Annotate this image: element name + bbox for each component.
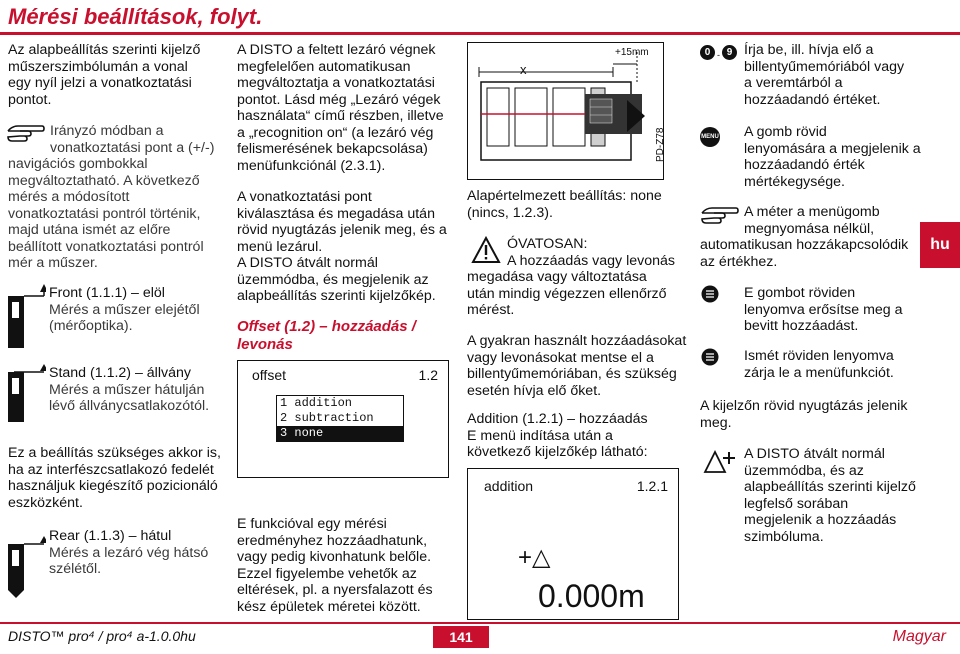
enter-key-icon[interactable] <box>701 348 719 366</box>
col4-p5: A kijelzőn rövid nyugtázás jelenik meg. <box>700 398 908 431</box>
lcd-code: 1.2.1 <box>636 478 668 494</box>
lcd-label: addition <box>484 478 534 494</box>
col4-p1: Írja be, ill. hívja elő a billentyűmemóriából vagy a veremtárból a hozzáadandó értéket. <box>744 42 905 108</box>
device-stand-icon <box>6 362 46 424</box>
offset-heading: Offset (1.2) – hozzáadás / levonás <box>237 318 416 353</box>
addition-symbol-icon <box>702 446 738 476</box>
col4-p4: Ismét röviden lenyomva zárja le a menüfunkciót. <box>744 348 894 381</box>
lcd-code: 1.2 <box>418 367 438 383</box>
menu-item-subtraction[interactable]: 2 subtraction <box>280 411 374 425</box>
page-number: 141 <box>433 626 489 648</box>
figure-offset-label: +15mm <box>615 47 649 58</box>
header-rule <box>0 32 960 35</box>
figure-x-label: x <box>520 62 527 77</box>
dash-icon: - <box>717 50 720 60</box>
device-front-icon <box>6 282 46 352</box>
col4-note: A méter a menügomb megnyomása nélkül, automatikusan hozzákapcsolódik az értékhez. <box>700 204 909 270</box>
digit-key-9[interactable]: 9 <box>722 45 737 60</box>
lcd-label: offset <box>252 367 286 383</box>
col3-default: Alapértelmezett beállítás: none (nincs, 1.2.3). <box>467 188 662 221</box>
addition-symbol: +△ <box>518 544 551 571</box>
rear-section: Rear (1.1.3) – hátul Mérés a lezáró vég hátsó szélétől. <box>49 528 209 577</box>
col4-p3: E gombot röviden lenyomva erősítse meg a bevitt hozzáadást. <box>744 285 903 334</box>
footer-product: DISTO™ pro⁴ / pro⁴ a-1.0.0hu <box>8 628 196 644</box>
col2-p2: A vonatkoztatási pont kiválasztása és megadása után rövid nyugtázás jelenik meg, és a menü lezárul. A DISTO átvált normál üzemmódba, és megjelenik az alapbeállítás szerinti kijelzőkép. <box>237 189 447 304</box>
digit-key-0[interactable]: 0 <box>700 45 715 60</box>
addition-lcd-display <box>467 468 679 620</box>
col4-p6: A DISTO átvált normál üzemmódba, és az alapbeállítás szerinti kijelző legfelső sorában megjelenik a hozzáadás szimbóluma. <box>744 446 916 545</box>
addition-section: Addition (1.2.1) – hozzáadás E menü indítása után a következő kijelzőkép látható: <box>467 411 648 460</box>
col3-p2: A gyakran használt hozzáadásokat vagy levonásokat mentse el a billentyűmemóriában, és szükség esetén hívja elő őket. <box>467 333 687 399</box>
menu-key[interactable]: MENU <box>700 127 720 147</box>
col4-p2: A gomb rövid lenyomására a megjelenik a hozzáadandó érték mértékegysége. <box>744 124 921 190</box>
lcd-value: 0.000m <box>538 578 645 614</box>
caution-block: ÓVATOSAN: A hozzáadás vagy levonás megadása vagy változtatása után mindig végezzen ellenőrző mérést. <box>467 236 675 318</box>
col1-intro: Az alapbeállítás szerinti kijelző műszerszimbólumán a vonal egy nyíl jelzi a vonatkoztatási pontot. <box>8 42 201 108</box>
figure-code: PD-Z78 <box>655 127 666 162</box>
offset-lcd-display <box>237 360 449 478</box>
menu-item-addition[interactable]: 1 addition <box>280 396 353 410</box>
language-badge: hu <box>920 222 960 268</box>
footer-rule <box>0 622 960 624</box>
offset-menu-list <box>276 395 404 442</box>
col1-mid: Ez a beállítás szükséges akkor is, ha az interfészcsatlakozó fedelét használjuk kiegészítő pozicionáló eszközként. <box>8 445 221 511</box>
col2-p1: A DISTO a feltett lezáró végnek megfelelően automatikusan megváltoztatja a vonatkoztatási pontot. Lásd még „Lezáró végek használata“ című részben, illetve a „recognition on“ (a lezáró vég felismerésének bekapcsolása) menüfunkciónál (2.3.1). <box>237 42 444 174</box>
device-rear-icon <box>6 530 46 600</box>
menu-item-none[interactable]: 3 none <box>277 426 403 441</box>
col2-p3: E funkcióval egy mérési eredményhez hozzáadhatunk, vagy pedig kivonhatunk belőle. Ezzel figyelembe vehetők az eltérések, pl. a nyersfalazott és kész épületek méretei között. <box>237 516 433 615</box>
page-title: Mérési beállítások, folyt. <box>8 4 263 29</box>
front-section: Front (1.1.1) – elöl Mérés a műszer elejétől (mérőoptika). <box>49 285 200 334</box>
offset-figure <box>467 42 685 180</box>
footer-language: Magyar <box>892 628 946 645</box>
enter-key-icon[interactable] <box>701 285 719 303</box>
offset-diagram <box>467 42 685 180</box>
col1-note: Irányzó módban a vonatkoztatási pont a (+/-) navigációs gombokkal megváltoztatható. A következő mérés a módosított vonatkoztatási pontról történik, majd utána ismét az előre beállított vonatkoztatási pontról mér a műszer. <box>8 123 215 271</box>
stand-section: Stand (1.1.2) – állvány Mérés a műszer hátulján lévő állványcsatlakozótól. <box>49 365 210 414</box>
